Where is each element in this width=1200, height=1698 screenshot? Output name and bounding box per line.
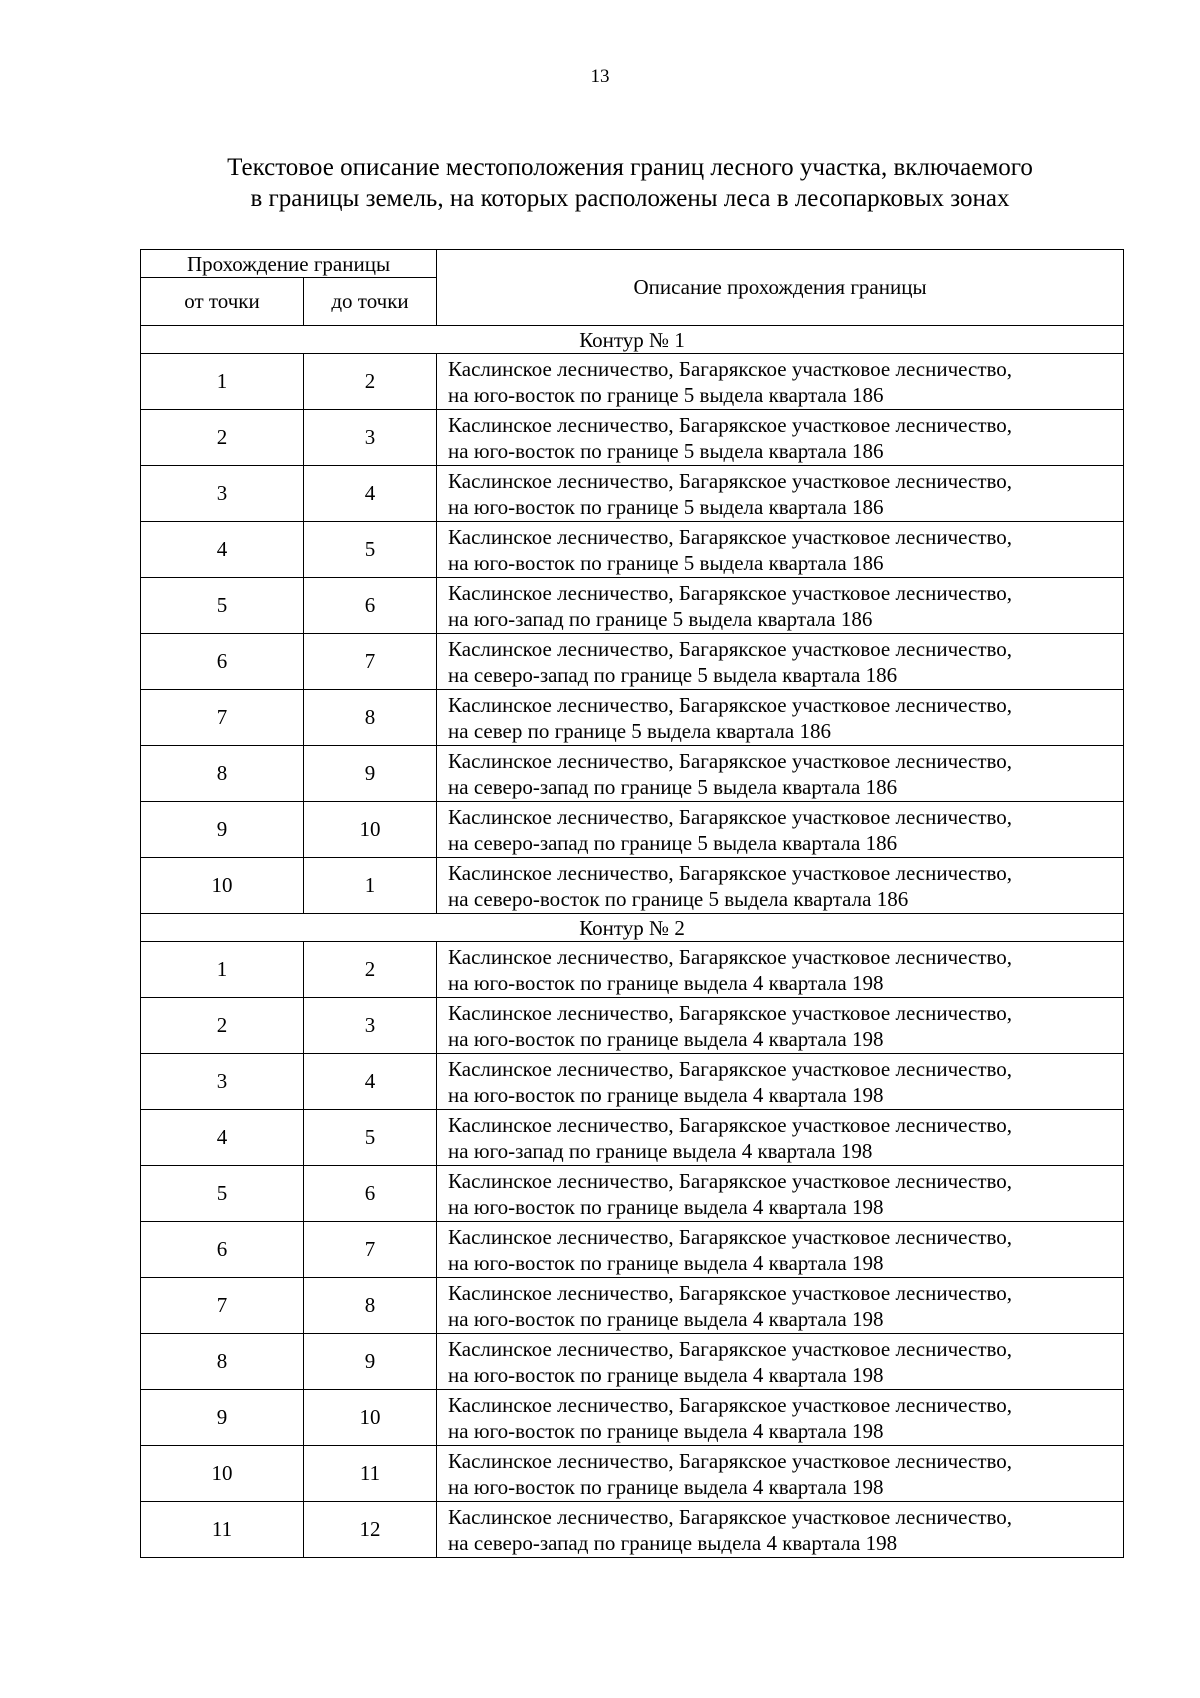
cell-description	[437, 746, 1124, 802]
cell-to-point: 8	[304, 1278, 437, 1334]
description-line-1: Каслинское лесничество, Багарякское участковое лесничество,	[448, 580, 1013, 605]
description-line-2: на юго-восток по границе 5 выдела квартала 186	[448, 550, 884, 575]
description-line-1: Каслинское лесничество, Багарякское участковое лесничество,	[448, 1056, 1013, 1081]
table-row	[141, 1222, 1124, 1278]
cell-from-point: 8	[141, 1334, 304, 1390]
cell-to-point: 12	[304, 1502, 437, 1558]
description-line-2: на юго-восток по границе выдела 4 квартала 198	[448, 1026, 884, 1051]
description-line-2: на северо-запад по границе 5 выдела квартала 186	[448, 774, 898, 799]
table-row	[141, 578, 1124, 634]
description-line-2: на юго-восток по границе выдела 4 квартала 198	[448, 1418, 884, 1443]
description-line-1: Каслинское лесничество, Багарякское участковое лесничество,	[448, 412, 1013, 437]
cell-to-point: 9	[304, 746, 437, 802]
description-line-1: Каслинское лесничество, Багарякское участковое лесничество,	[448, 944, 1013, 969]
cell-from-point: 5	[141, 1166, 304, 1222]
description-line-2: на юго-восток по границе выдела 4 квартала 198	[448, 1194, 884, 1219]
cell-description	[437, 998, 1124, 1054]
description-line-2: на северо-запад по границе выдела 4 квартала 198	[448, 1530, 898, 1555]
cell-to-point: 11	[304, 1446, 437, 1502]
cell-from-point: 10	[141, 858, 304, 914]
table-row	[141, 1446, 1124, 1502]
table-row	[141, 466, 1124, 522]
table-row	[141, 1334, 1124, 1390]
cell-from-point: 4	[141, 522, 304, 578]
description-line-2: на юго-запад по границе выдела 4 квартала 198	[448, 1138, 873, 1163]
cell-description	[437, 354, 1124, 410]
description-line-1: Каслинское лесничество, Багарякское участковое лесничество,	[448, 860, 1013, 885]
header-boundary-passage: Прохождение границы	[141, 250, 437, 278]
header-from-point: от точки	[141, 278, 304, 326]
table-row	[141, 410, 1124, 466]
cell-from-point: 2	[141, 410, 304, 466]
description-line-2: на юго-восток по границе выдела 4 квартала 198	[448, 1082, 884, 1107]
description-line-2: на юго-восток по границе выдела 4 квартала 198	[448, 1362, 884, 1387]
title-line-1: Текстовое описание местоположения границ лесного участка, включаемого	[227, 154, 1033, 181]
description-line-2: на юго-восток по границе 5 выдела квартала 186	[448, 494, 884, 519]
description-line-2: на север по границе 5 выдела квартала 186	[448, 718, 831, 743]
table-row	[141, 746, 1124, 802]
description-line-1: Каслинское лесничество, Багарякское участковое лесничество,	[448, 1392, 1013, 1417]
cell-from-point: 7	[141, 690, 304, 746]
table-row	[141, 1502, 1124, 1558]
header-to-point: до точки	[304, 278, 437, 326]
cell-to-point: 3	[304, 998, 437, 1054]
description-line-1: Каслинское лесничество, Багарякское участковое лесничество,	[448, 804, 1013, 829]
cell-from-point: 5	[141, 578, 304, 634]
table-body	[141, 326, 1124, 1558]
table-row	[141, 1390, 1124, 1446]
description-line-2: на юго-восток по границе 5 выдела квартала 186	[448, 382, 884, 407]
boundary-table	[140, 249, 1124, 1558]
page-number: 13	[590, 66, 610, 87]
cell-to-point: 8	[304, 690, 437, 746]
contour-header-row	[141, 914, 1124, 942]
cell-description	[437, 1334, 1124, 1390]
cell-to-point: 7	[304, 1222, 437, 1278]
table-row	[141, 354, 1124, 410]
cell-from-point: 8	[141, 746, 304, 802]
cell-to-point: 6	[304, 1166, 437, 1222]
cell-from-point: 6	[141, 634, 304, 690]
cell-to-point: 6	[304, 578, 437, 634]
cell-from-point: 3	[141, 1054, 304, 1110]
cell-description	[437, 1502, 1124, 1558]
title-line-2: в границы земель, на которых расположены леса в лесопарковых зонах	[250, 185, 1010, 212]
description-line-1: Каслинское лесничество, Багарякское участковое лесничество,	[448, 692, 1013, 717]
cell-from-point: 9	[141, 802, 304, 858]
description-line-2: на северо-запад по границе 5 выдела квартала 186	[448, 662, 898, 687]
cell-to-point: 5	[304, 522, 437, 578]
description-line-1: Каслинское лесничество, Багарякское участковое лесничество,	[448, 356, 1013, 381]
cell-to-point: 1	[304, 858, 437, 914]
contour-header-row	[141, 326, 1124, 354]
table-row	[141, 634, 1124, 690]
cell-description	[437, 578, 1124, 634]
cell-from-point: 1	[141, 354, 304, 410]
cell-from-point: 4	[141, 1110, 304, 1166]
cell-description	[437, 942, 1124, 998]
cell-description	[437, 1390, 1124, 1446]
cell-description	[437, 690, 1124, 746]
cell-description	[437, 634, 1124, 690]
cell-to-point: 9	[304, 1334, 437, 1390]
cell-to-point: 5	[304, 1110, 437, 1166]
description-line-1: Каслинское лесничество, Багарякское участковое лесничество,	[448, 636, 1013, 661]
description-line-2: на юго-восток по границе выдела 4 квартала 198	[448, 1474, 884, 1499]
cell-to-point: 4	[304, 1054, 437, 1110]
cell-description	[437, 858, 1124, 914]
table-row	[141, 1054, 1124, 1110]
description-line-1: Каслинское лесничество, Багарякское участковое лесничество,	[448, 748, 1013, 773]
description-line-1: Каслинское лесничество, Багарякское участковое лесничество,	[448, 1168, 1013, 1193]
description-line-2: на юго-восток по границе выдела 4 квартала 198	[448, 1250, 884, 1275]
description-line-1: Каслинское лесничество, Багарякское участковое лесничество,	[448, 1504, 1013, 1529]
cell-description	[437, 410, 1124, 466]
cell-from-point: 2	[141, 998, 304, 1054]
description-line-2: на северо-запад по границе 5 выдела квартала 186	[448, 830, 898, 855]
cell-description	[437, 1446, 1124, 1502]
table-row	[141, 1166, 1124, 1222]
description-line-2: на юго-восток по границе выдела 4 квартала 198	[448, 1306, 884, 1331]
cell-to-point: 7	[304, 634, 437, 690]
description-line-1: Каслинское лесничество, Багарякское участковое лесничество,	[448, 1448, 1013, 1473]
table-row	[141, 998, 1124, 1054]
header-description: Описание прохождения границы	[437, 250, 1124, 326]
table-row	[141, 802, 1124, 858]
table-header	[141, 250, 1124, 326]
cell-from-point: 3	[141, 466, 304, 522]
description-line-1: Каслинское лесничество, Багарякское участковое лесничество,	[448, 1224, 1013, 1249]
description-line-2: на юго-восток по границе выдела 4 квартала 198	[448, 970, 884, 995]
table-row	[141, 522, 1124, 578]
description-line-1: Каслинское лесничество, Багарякское участковое лесничество,	[448, 468, 1013, 493]
cell-from-point: 9	[141, 1390, 304, 1446]
cell-description	[437, 1110, 1124, 1166]
cell-to-point: 2	[304, 354, 437, 410]
cell-description	[437, 1166, 1124, 1222]
cell-to-point: 4	[304, 466, 437, 522]
cell-description	[437, 522, 1124, 578]
cell-from-point: 11	[141, 1502, 304, 1558]
description-line-1: Каслинское лесничество, Багарякское участковое лесничество,	[448, 1336, 1013, 1361]
cell-from-point: 6	[141, 1222, 304, 1278]
description-line-2: на юго-восток по границе 5 выдела квартала 186	[448, 438, 884, 463]
description-line-2: на юго-запад по границе 5 выдела квартала 186	[448, 606, 873, 631]
contour-label: Контур № 2	[141, 914, 1124, 942]
document-title	[100, 152, 1160, 214]
table-row	[141, 1278, 1124, 1334]
cell-from-point: 10	[141, 1446, 304, 1502]
table-row	[141, 1110, 1124, 1166]
cell-to-point: 10	[304, 802, 437, 858]
cell-description	[437, 1278, 1124, 1334]
cell-description	[437, 802, 1124, 858]
description-line-2: на северо-восток по границе 5 выдела квартала 186	[448, 886, 909, 911]
cell-from-point: 7	[141, 1278, 304, 1334]
description-line-1: Каслинское лесничество, Багарякское участковое лесничество,	[448, 524, 1013, 549]
contour-label: Контур № 1	[141, 326, 1124, 354]
table-row	[141, 690, 1124, 746]
description-line-1: Каслинское лесничество, Багарякское участковое лесничество,	[448, 1280, 1013, 1305]
cell-description	[437, 466, 1124, 522]
table-row	[141, 942, 1124, 998]
description-line-1: Каслинское лесничество, Багарякское участковое лесничество,	[448, 1000, 1013, 1025]
cell-to-point: 2	[304, 942, 437, 998]
cell-from-point: 1	[141, 942, 304, 998]
cell-description	[437, 1222, 1124, 1278]
cell-description	[437, 1054, 1124, 1110]
cell-to-point: 3	[304, 410, 437, 466]
table-row	[141, 858, 1124, 914]
description-line-1: Каслинское лесничество, Багарякское участковое лесничество,	[448, 1112, 1013, 1137]
cell-to-point: 10	[304, 1390, 437, 1446]
